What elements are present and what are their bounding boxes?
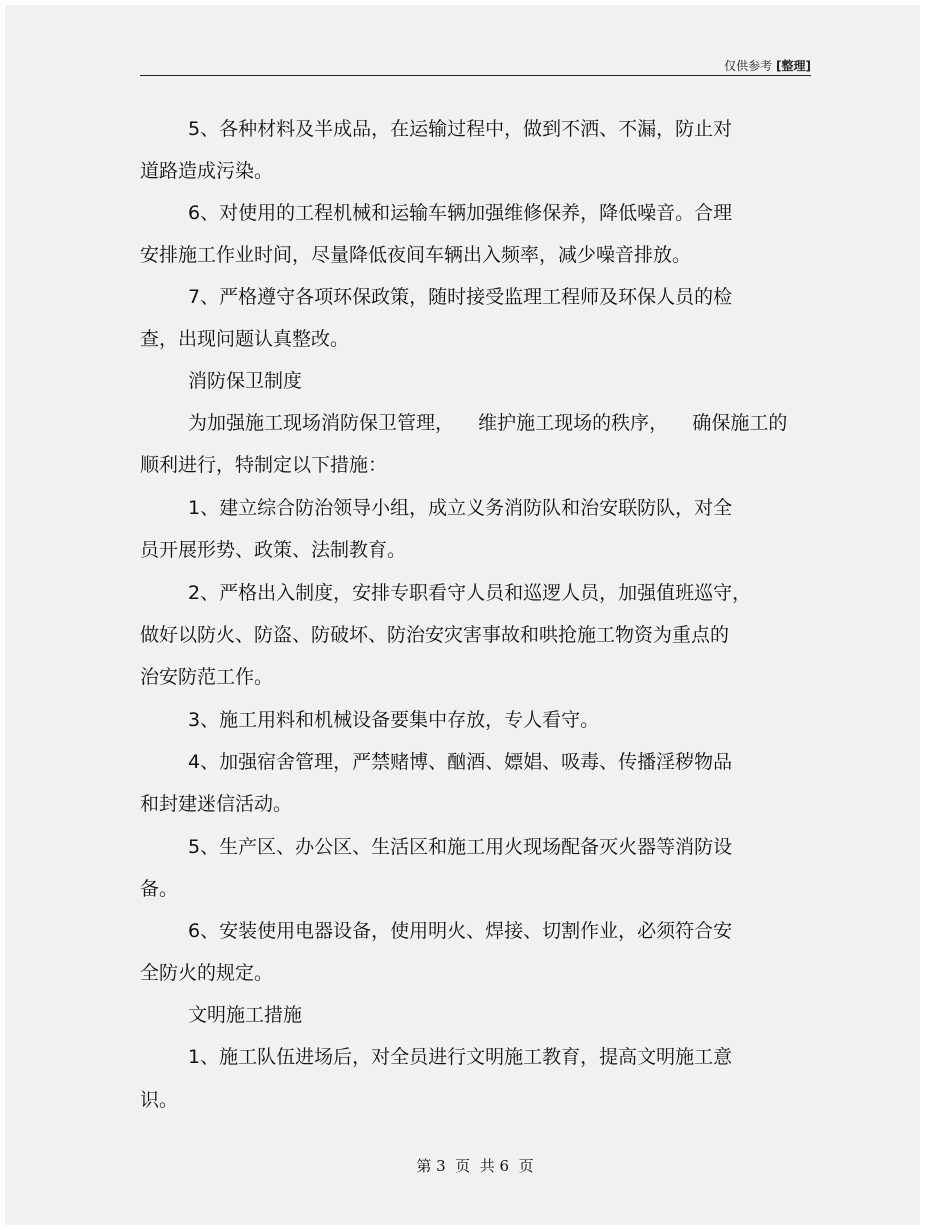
paragraph-line: 3、施工用料和机械设备要集中存放，专人看守。 bbox=[188, 709, 600, 731]
paragraph-line: 道路造成污染。 bbox=[140, 160, 274, 182]
paragraph-line: 和封建迷信活动。 bbox=[140, 793, 293, 815]
section-heading: 消防保卫制度 bbox=[188, 370, 303, 392]
paragraph-line: 备。 bbox=[140, 878, 179, 900]
page-header bbox=[724, 57, 811, 74]
paragraph-line: 7、严格遵守各项环保政策，随时接受监理工程师及环保人员的检 bbox=[188, 286, 733, 308]
paragraph-line: 全防火的规定。 bbox=[140, 962, 274, 984]
paragraph-line: 1、建立综合防治领导小组，成立义务消防队和治安联防队，对全 bbox=[188, 497, 733, 519]
section-heading: 文明施工措施 bbox=[188, 1004, 303, 1026]
paragraph-line: 为加强施工现场消防保卫管理， 维护施工现场的秩序， 确保施工的 bbox=[188, 412, 788, 434]
paragraph-line: 识。 bbox=[140, 1089, 179, 1111]
paragraph-line: 做好以防火、防盗、防破坏、防治安灾害事故和哄抢施工物资为重点的 bbox=[140, 624, 730, 646]
header-divider bbox=[140, 75, 811, 76]
paragraph-line: 5、各种材料及半成品，在运输过程中，做到不洒、不漏，防止对 bbox=[188, 118, 733, 140]
paragraph-line: 顺利进行，特制定以下措施： bbox=[140, 454, 388, 476]
paragraph-line: 安排施工作业时间，尽量降低夜间车辆出入频率，减少噪音排放。 bbox=[140, 244, 692, 266]
paragraph-line: 查，出现问题认真整改。 bbox=[140, 328, 350, 350]
paragraph-line: 员开展形势、政策、法制教育。 bbox=[140, 539, 407, 561]
paragraph-line: 5、生产区、办公区、生活区和施工用火现场配备灭火器等消防设 bbox=[188, 836, 733, 858]
page-number-footer: 第 3 页 共 6 页 bbox=[416, 1157, 534, 1175]
paragraph-line: 1、施工队伍进场后，对全员进行文明施工教育，提高文明施工意 bbox=[188, 1046, 733, 1068]
paragraph-line: 4、加强宿舍管理，严禁赌博、酗酒、嫖娼、吸毒、传播淫秽物品 bbox=[188, 751, 733, 773]
paragraph-line: 6、安装使用电器设备，使用明火、焊接、切割作业，必须符合安 bbox=[188, 920, 733, 942]
paragraph-line: 治安防范工作。 bbox=[140, 666, 274, 688]
paragraph-line: 2、严格出入制度，安排专职看守人员和巡逻人员，加强值班巡守， bbox=[188, 582, 752, 604]
header-note: 仅供参考 bbox=[724, 59, 773, 73]
document-page bbox=[5, 5, 920, 1225]
header-tag: [整理] bbox=[776, 59, 811, 73]
paragraph-line: 6、对使用的工程机械和运输车辆加强维修保养，降低噪音。合理 bbox=[188, 202, 733, 224]
